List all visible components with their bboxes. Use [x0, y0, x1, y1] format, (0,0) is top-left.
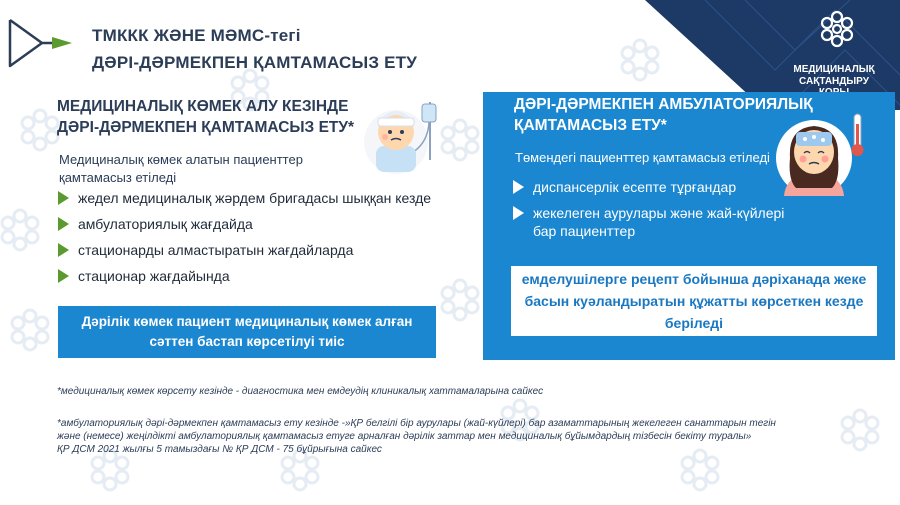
left-bullet-list [58, 185, 431, 289]
right-callout-line-3: беріледі [664, 315, 724, 331]
sick-person-thermometer-icon [774, 108, 870, 200]
triangle-bullet-icon [513, 180, 524, 194]
left-heading-line-2: ДӘРІ-ДӘРМЕКПЕН ҚАМТАМАСЫЗ ЕТУ* [57, 119, 355, 136]
title-line-2: ДӘРІ-ДӘРМЕКПЕН ҚАМТАМАСЫЗ ЕТУ [92, 53, 417, 72]
right-heading-line-1: ДӘРІ-ДӘРМЕКПЕН АМБУЛАТОРИЯЛЫҚ [514, 96, 813, 113]
title-line-1: ТМККК ЖӘНЕ МӘМС-тегі [92, 26, 301, 45]
footnote-2-line-1: *амбулаториялық дәрі-дәрмекпен қамтамасыз ету кезінде -»ҚР белгілі бір аурулары (жай-күйлері) бар азаматтарының жекелеген санаттарын тегін [57, 418, 776, 429]
list-item-text: жекелеген аурулары және жай-күйлері бар пациенттер [533, 205, 785, 239]
footnote-2 [57, 417, 847, 456]
right-callout-line-1: емделушілерге рецепт бойынша дәріханада жеке [521, 271, 867, 287]
play-arrow-logo-icon [8, 18, 74, 68]
right-bullet-list [513, 178, 784, 248]
left-subtitle-line-2: қамтамасыз етіледі [59, 170, 177, 185]
list-item [513, 204, 784, 240]
list-item [58, 263, 431, 289]
brand-line-1: МЕДИЦИНАЛЫҚ [793, 64, 875, 75]
left-heading-line-1: МЕДИЦИНАЛЫҚ КӨМЕК АЛУ КЕЗІНДЕ [57, 98, 349, 115]
right-subtitle: Төмендегі пациенттер қамтамасыз етіледі [515, 150, 770, 165]
list-item [58, 185, 431, 211]
triangle-bullet-icon [58, 191, 69, 205]
footnote-2-line-3: ҚР ДСМ 2021 жылғы 5 тамыздағы № ҚР ДСМ - 75 бұйрығына сайкес [57, 444, 382, 455]
left-heading [57, 96, 354, 138]
list-item [58, 237, 431, 263]
right-callout-line-2: басын куәландыратын құжатты көрсеткен кезде [524, 293, 864, 309]
list-item-text: стационарды алмастыратын жағдайларда [78, 242, 354, 258]
list-item-text: амбулаториялық жағдайда [78, 216, 253, 232]
child-iv-drip-icon [358, 94, 442, 174]
brand-line-2: САҚТАНДЫРУ [799, 75, 869, 87]
list-item-text: жедел медициналық жәрдем бригадасы шыққан кезде [78, 190, 432, 206]
triangle-bullet-icon [58, 269, 69, 283]
list-item-text: диспансерлік есепте тұрғандар [533, 179, 737, 195]
triangle-bullet-icon [58, 243, 69, 257]
left-subtitle [59, 151, 319, 187]
right-heading [514, 94, 813, 136]
right-heading-line-2: ҚАМТАМАСЫЗ ЕТУ* [514, 117, 667, 134]
left-callout-line-2: сәттен бастап көрсетілуі тиіс [149, 334, 345, 349]
list-item [58, 211, 431, 237]
triangle-bullet-icon [513, 206, 524, 220]
left-callout-box [58, 306, 436, 358]
footnote-1: *медициналық көмек көрсету кезінде - диагностика мен емдеудің клиникалық хаттамаларына сайкес [57, 386, 544, 397]
right-callout-box [511, 266, 877, 336]
left-callout-line-1: Дәрілік көмек пациент медициналық көмек алған [81, 314, 413, 329]
footnote-2-line-2: және (немесе) жеңілдікті амбулаториялық қамтамасыз етуге арналған дәрілік заттар мен медициналық бұйымдардың тізбесін бекіту туралы» [57, 431, 752, 442]
left-subtitle-line-1: Медициналық көмек алатын пациенттер [59, 152, 303, 167]
page-title [92, 22, 417, 76]
triangle-bullet-icon [58, 217, 69, 231]
list-item [513, 178, 784, 196]
list-item-text: стационар жағдайында [78, 268, 230, 284]
